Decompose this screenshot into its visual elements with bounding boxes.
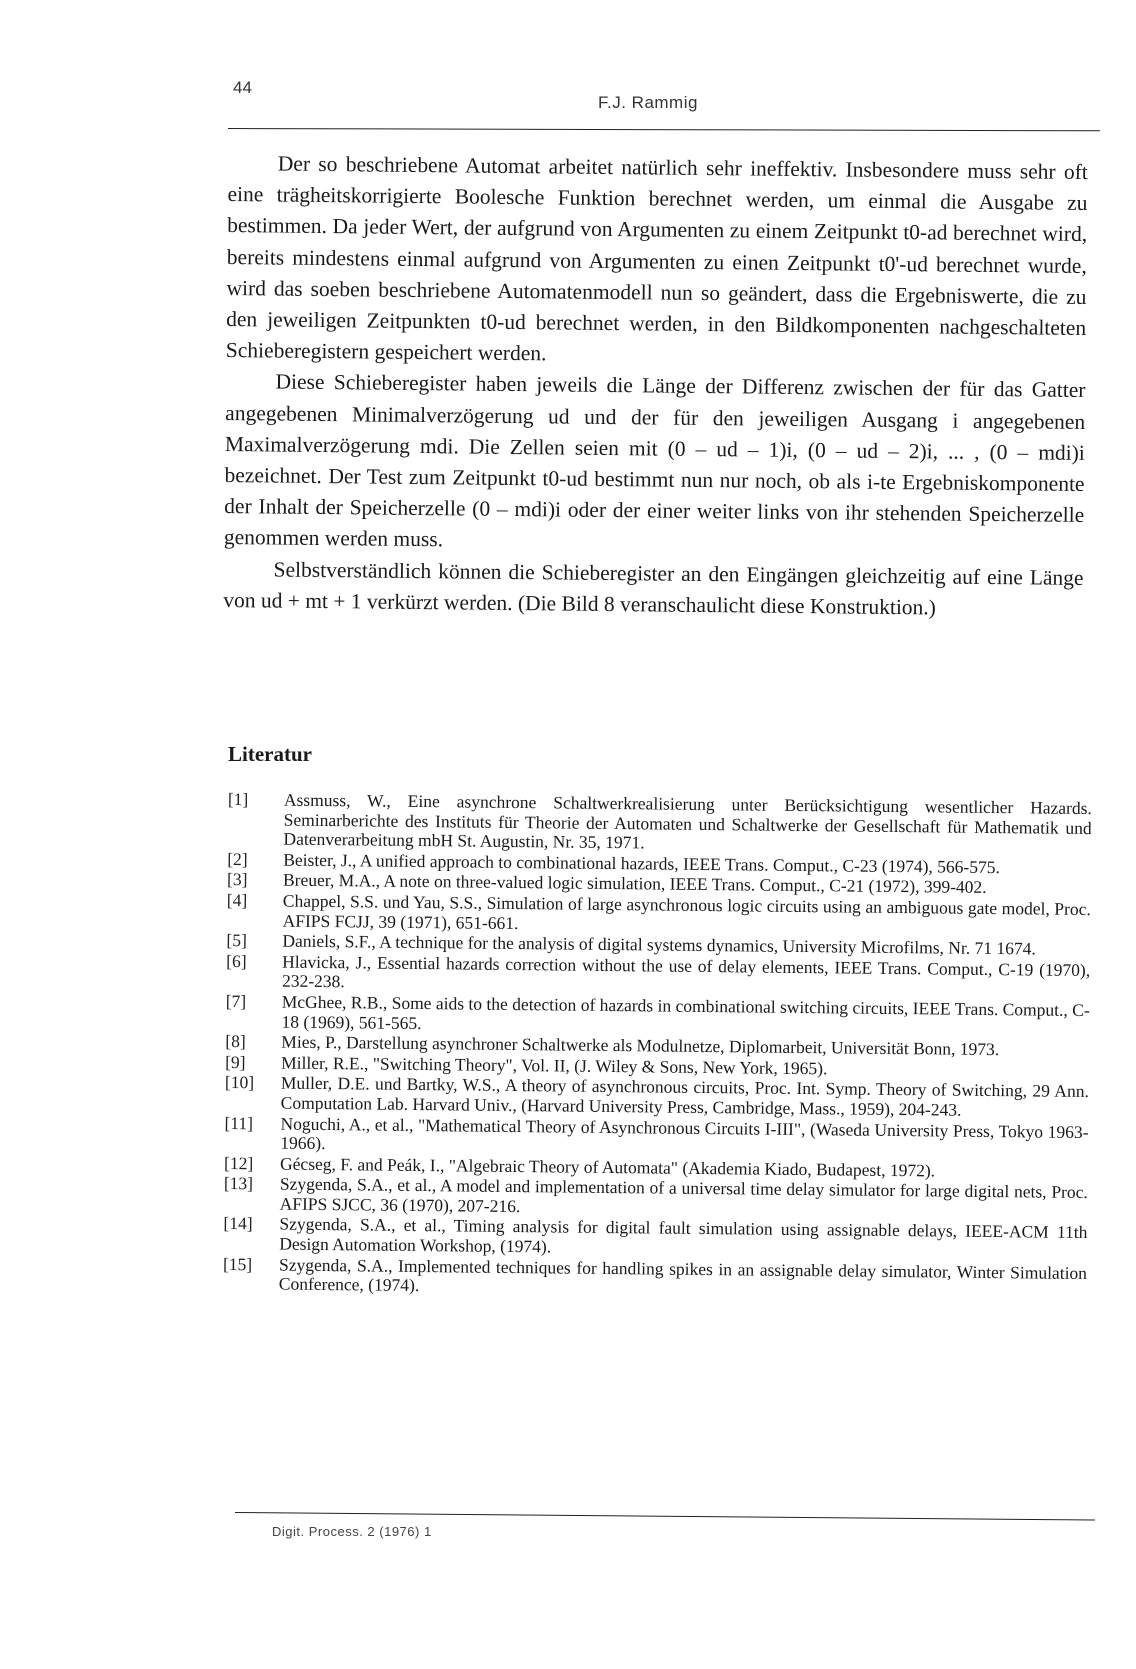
reference-text: Szygenda, S.A., Implemented techniques for handling spikes in an assignable delay simulator, Winter Simulation Conference, (1974). <box>278 1254 1088 1296</box>
reference-text: Noguchi, A., et al., "Mathematical Theory of Asynchronous Circuits I-III", (Waseda University Press, Tokyo 1963-1966). <box>280 1113 1089 1154</box>
reference-number: [11] <box>224 1112 254 1133</box>
reference-number: [13] <box>223 1173 254 1194</box>
reference-text: Mies, P., Darstellung asynchroner Schaltwerke als Modulnetze, Diplomarbeit, Universität Bonn, 1973. <box>281 1031 1000 1060</box>
reference-number: [9] <box>225 1051 246 1072</box>
section-heading: Literatur <box>228 742 312 766</box>
reference-number: [6] <box>226 950 247 971</box>
reference-number: [4] <box>226 889 248 911</box>
reference-text: Breuer, M.A., A note on three-valued logic simulation, IEEE Trans. Comput., C-21 (1972), 399-402. <box>282 869 987 898</box>
body-text <box>223 148 1088 625</box>
reference-number: [5] <box>226 930 247 951</box>
reference-number: [1] <box>227 789 249 810</box>
reference-text: Miller, R.E., "Switching Theory", Vol. II, (J. Wiley & Sons, New York, 1965). <box>281 1052 828 1079</box>
reference-text: Hlavicka, J., Essential hazards correction without the use of delay elements, IEEE Trans. Comput., C-19 (1970), 232-238. <box>281 951 1091 992</box>
reference-text: McGhee, R.B., Some aids to the detection of hazards in combinational switching circuits, IEEE Trans. Comput., C-18 (1969), 561-565. <box>281 991 1090 1033</box>
reference-text: Daniels, S.F., A technique for the analysis of digital systems dynamics, University Microfilms, Nr. 71 1674. <box>282 930 1036 959</box>
paragraph-1: Der so beschriebene Automat arbeitet natürlich sehr ineffektiv. Insbesondere muss sehr oft eine trägheitskorrigierte Boolesche Funktion berechnet werden, um einmal die Ausgabe zu bestimmen. Da jeder Wert, der aufgrund von Argumenten zu einem Zeitpunkt t0-ad berechnet wird, bereits mindestens einmal aufgrund von Argumenten zu einen Zeitpunkt t0'-ud berechnet wurde, wird das soeben beschriebene Automatenmodell nun so geändert, dass die Ergebniswerte, die zu den jeweiligen Zeitpunkten t0-ud berechnet werden, in den Bildkomponenten nachgeschalteten Schieberegistern gespeichert werden. <box>225 151 1088 366</box>
reference-text: Szygenda, S.A., et al., A model and implementation of a universal time delay simulator for large digital nets, Proc. AFIPS SJCC, 36 (1970), 207-216. <box>279 1173 1088 1216</box>
reference-item <box>223 1255 1087 1303</box>
reference-number: [2] <box>227 848 248 869</box>
header-rule <box>228 128 1100 131</box>
reference-text: Szygenda, S.A., et al., Timing analysis for digital fault simulation using assignable delays, IEEE-ACM 11th Design Automation Workshop, (1974). <box>279 1214 1088 1257</box>
reference-text: Beister, J., A unified approach to combinational hazards, IEEE Trans. Comput., C-23 (1974), 566-575. <box>283 849 1001 877</box>
reference-number: [15] <box>222 1253 253 1274</box>
reference-list <box>223 790 1092 1304</box>
paragraph-2: Diese Schieberegister haben jeweils die Länge der Differenz zwischen der für das Gatter angegebenen Minimalverzögerung ud und der für den jeweiligen Ausgang i angegebenen Maximalverzögerung mdi. Die Zellen seien mit (0 – ud – 1)i, (0 – ud – 2)i, ... , (0 – mdi)i bezeichnet. Der Test zum Zeitpunkt t0-ud bestimmt nun nur noch, ob als i-te Ergebniskomponente der Inhalt der Speicherzelle (0 – mdi)i oder der einer weiter links von ihr stehenden Speicherzelle genommen werden muss. <box>223 369 1086 552</box>
page-number: 44 <box>233 78 252 97</box>
reference-number: [14] <box>223 1213 253 1234</box>
reference-number: [12] <box>223 1152 254 1173</box>
reference-number: [7] <box>225 990 247 1012</box>
reference-text: Muller, D.E. und Bartky, W.S., A theory of asynchronous circuits, Proc. Int. Symp. Theory of Switching, 29 Ann. Computation Lab. Harvard Univ., (Harvard University Press, Cambridge, Mass., 1959), 204-243. <box>280 1072 1089 1120</box>
reference-text: Assmuss, W., Eine asynchrone Schaltwerkrealisierung unter Berücksichtigung wesentlicher Hazards. Seminarberichte des Instituts für Theorie der Automaten und Schaltwerke der Gesellschaft für Mathematik und Datenverarbeitung mbH St. Augustin, Nr. 35, 1971. <box>283 789 1092 853</box>
reference-number: [3] <box>226 869 248 890</box>
reference-number: [8] <box>225 1031 246 1052</box>
paragraph-3: Selbstverständlich können die Schieberegister an den Eingängen gleichzeitig auf eine Länge von ud + mt + 1 verkürzt werden. (Die Bild 8 veranschaulicht diese Konstruktion.) <box>223 557 1084 620</box>
reference-text: Gécseg, F. and Peák, I., "Algebraic Theory of Automata" (Akademia Kiado, Budapest, 1972). <box>279 1153 936 1181</box>
running-head: F.J. Rammig <box>598 93 698 112</box>
reference-number: [10] <box>224 1072 255 1093</box>
reference-item <box>227 790 1092 858</box>
journal-footer: Digit. Process. 2 (1976) 1 <box>272 1524 432 1539</box>
footer-rule <box>235 1512 1095 1521</box>
reference-text: Chappel, S.S. und Yau, S.S., Simulation of large asynchronous logic circuits using an ambiguous gate model, Proc. AFIPS FCJJ, 39 (1971), 651-661. <box>282 890 1091 933</box>
